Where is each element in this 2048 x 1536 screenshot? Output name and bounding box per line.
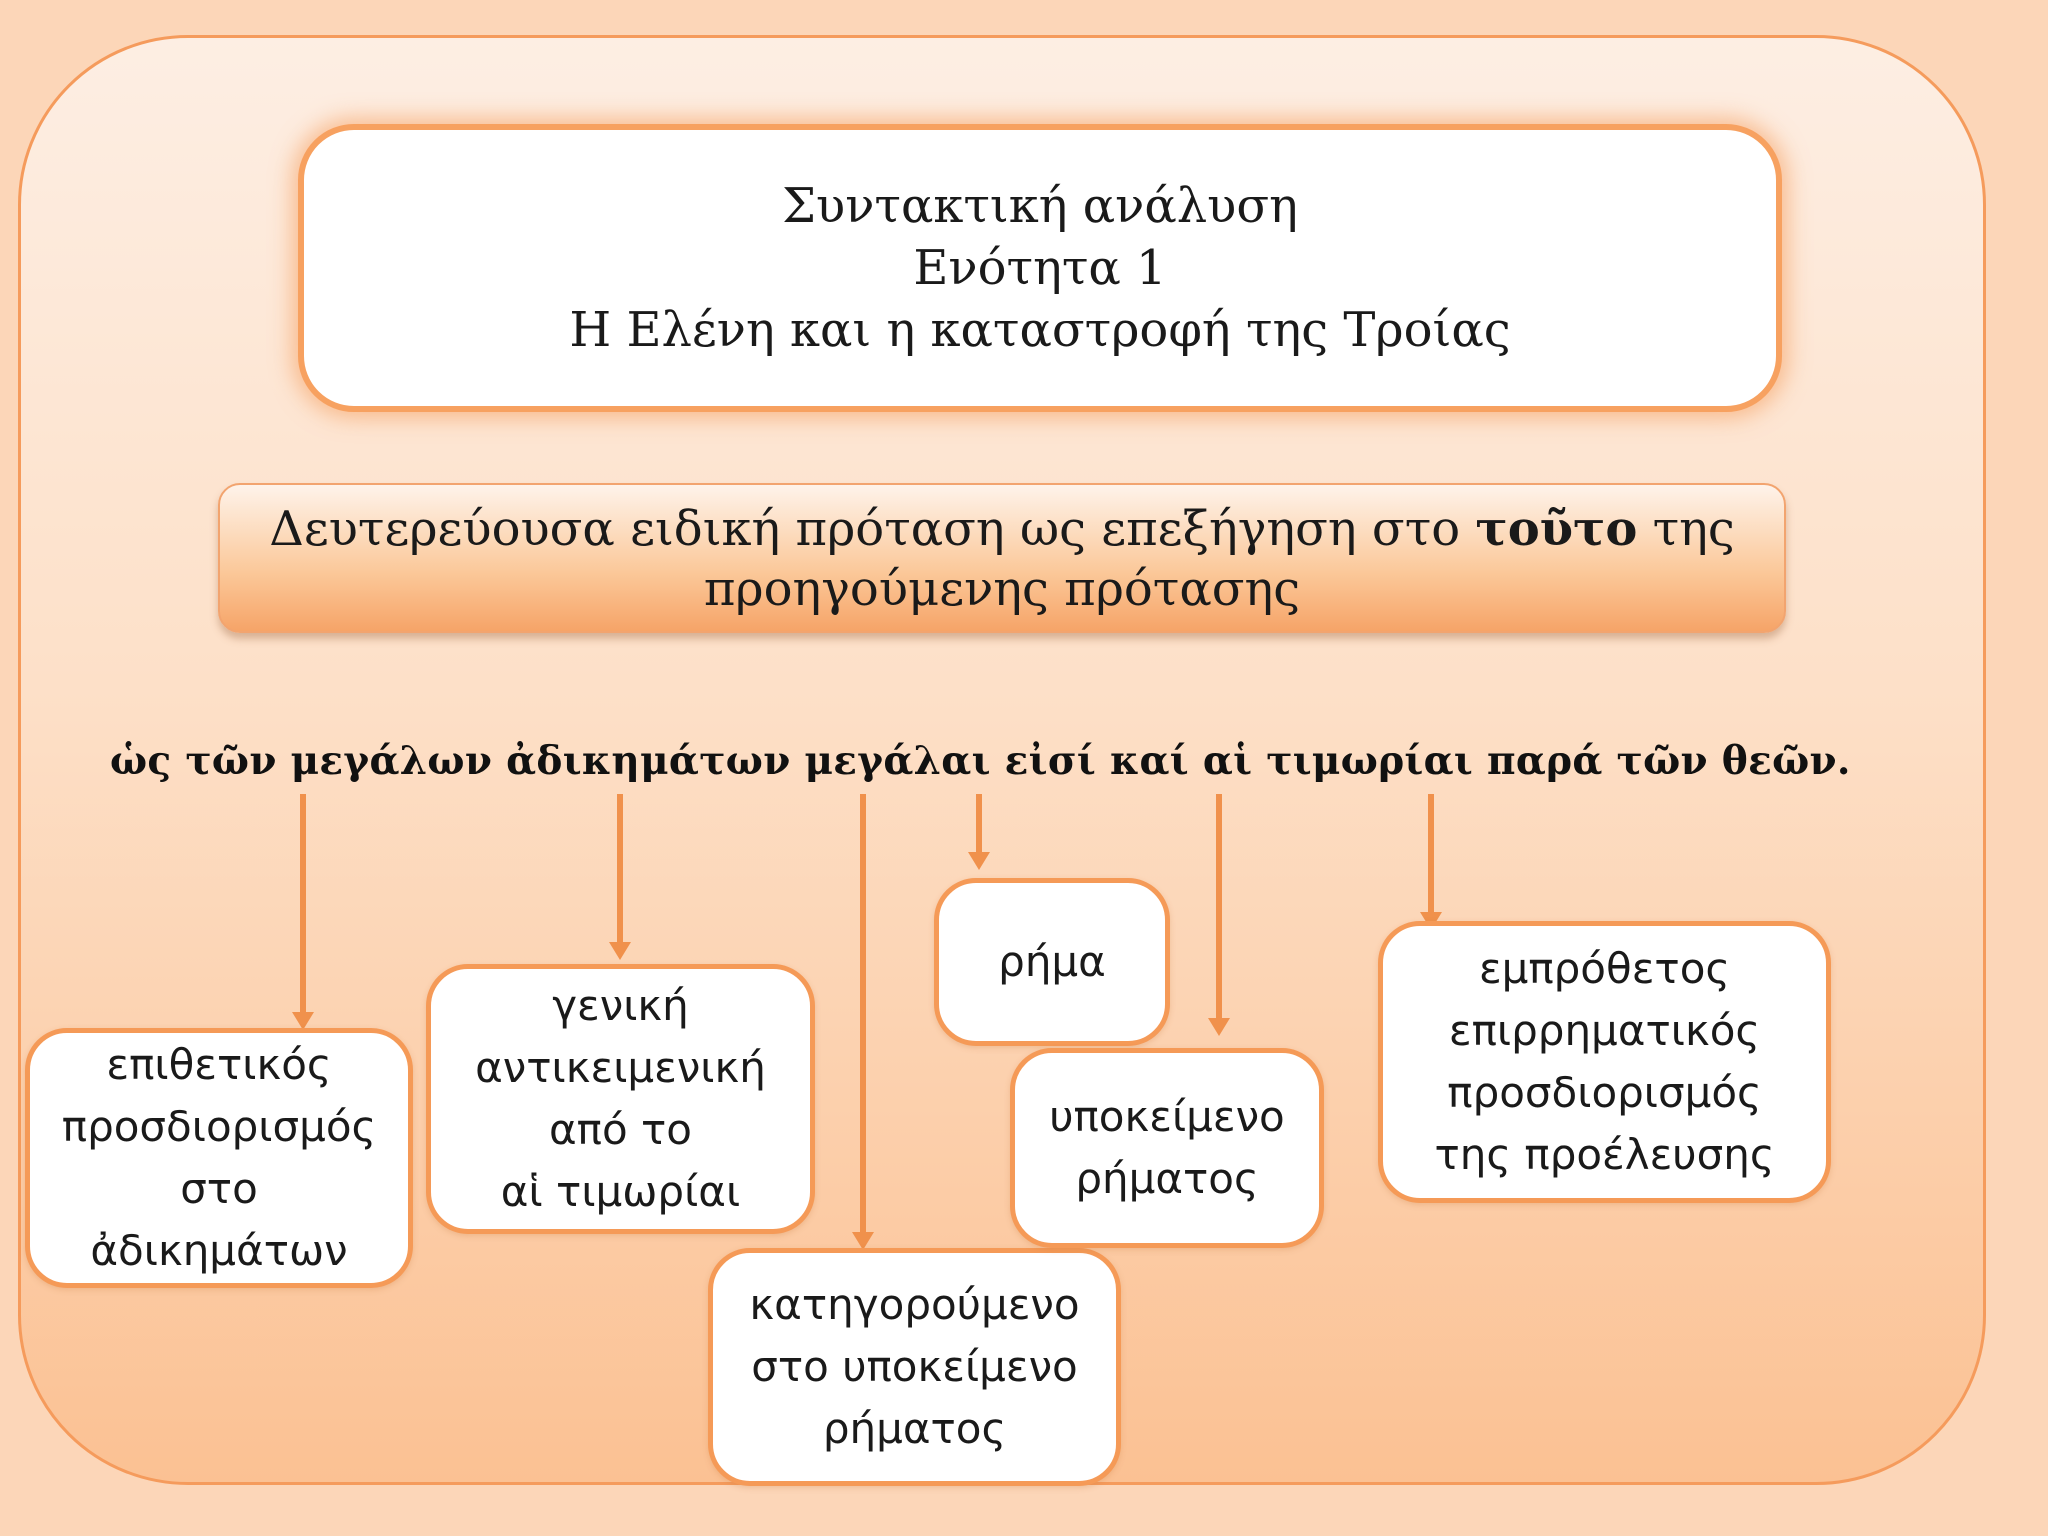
subtitle-box	[218, 483, 1786, 633]
node-rima	[934, 878, 1170, 1046]
arrow-to-epithetikos	[300, 794, 306, 1014]
subtitle-bold-word: τοῦτο	[1475, 501, 1638, 557]
subtitle-line-1	[220, 499, 1784, 559]
node-emprothetos	[1378, 921, 1831, 1203]
arrow-to-katigoroumeno	[860, 794, 866, 1234]
node-epithetikos-prosdiorismos	[25, 1028, 413, 1288]
arrow-to-emprothetos	[1428, 794, 1434, 914]
title-box	[298, 124, 1782, 412]
title-line-3: Η Ελένη και η καταστροφή της Τροίας	[569, 302, 1511, 358]
node-geniki-antikeimeniki	[426, 964, 815, 1234]
node-rima-text: ρήμα	[998, 937, 1106, 986]
node-ypokeimeno-text: υποκείμενο ρήματος	[1049, 1092, 1285, 1203]
node-katigoroumeno	[708, 1248, 1121, 1486]
node-epithetikos-text: επιθετικός προσδιορισμός στο ἀδικημάτων	[61, 1040, 377, 1275]
arrow-to-geniki	[617, 794, 623, 944]
arrow-to-ypokeimeno	[1216, 794, 1222, 1020]
node-emprothetos-text: εμπρόθετος επιρρηματικός προσδιορισμός της προέλευσης	[1434, 944, 1775, 1179]
node-geniki-text: γενική αντικειμενική από το αἱ τιμωρίαι	[475, 981, 766, 1216]
title-line-1: Συντακτική ανάλυση	[782, 178, 1298, 234]
ancient-greek-sentence: ὡς τῶν μεγάλων ἀδικημάτων μεγάλαι εἰσί καί αἱ τιμωρίαι παρά τῶν θεῶν.	[110, 738, 1851, 784]
subtitle-line-1-start: Δευτερεύουσα ειδική πρόταση ως επεξήγηση στο	[269, 501, 1476, 557]
node-ypokeimeno	[1010, 1048, 1324, 1248]
subtitle-line-2: προηγούμενης πρότασης	[703, 561, 1301, 617]
title-line-2: Ενότητα 1	[913, 240, 1167, 296]
subtitle-line-1-end: της	[1637, 501, 1735, 557]
arrow-to-rima	[976, 794, 982, 854]
node-katigoroumeno-text: κατηγορούμενο στο υποκείμενο ρήματος	[749, 1280, 1080, 1453]
